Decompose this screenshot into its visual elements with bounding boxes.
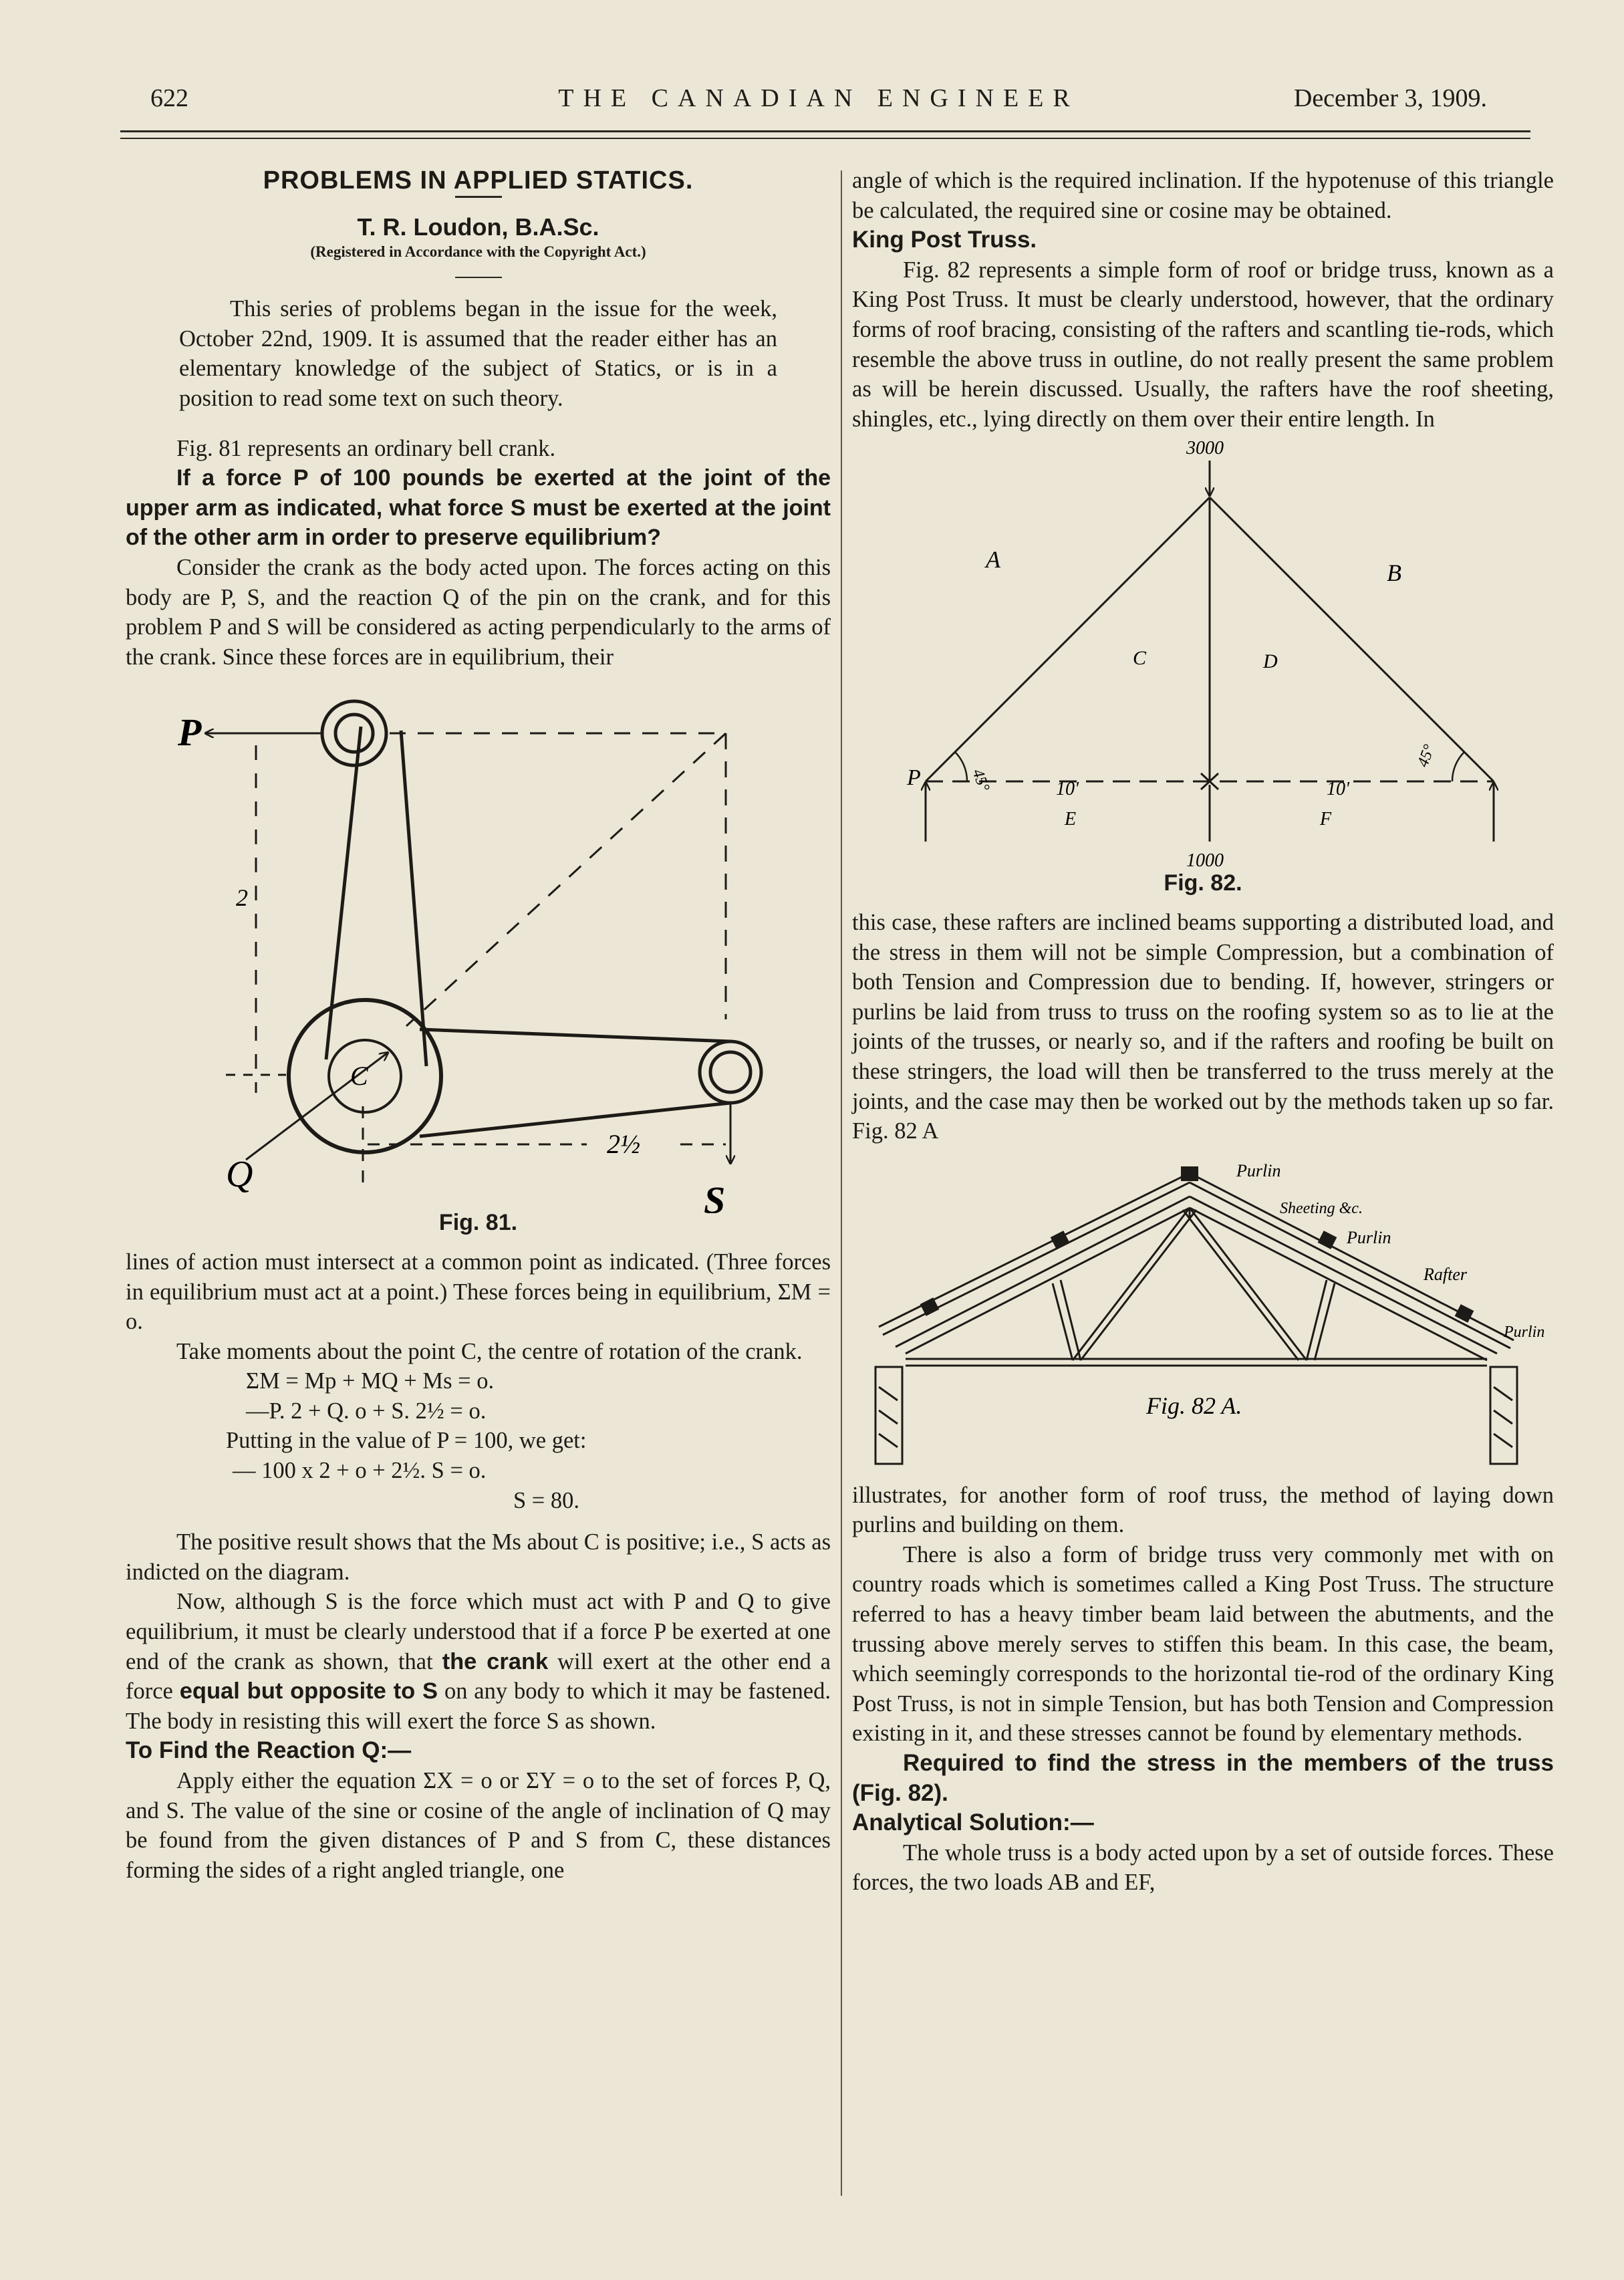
label-P: P [907,765,921,791]
load-bottom-label: 1000 [1186,850,1224,872]
rafters [896,1196,1497,1360]
problem-statement: If a force P of 100 pounds be exerted at the joint of the upper arm as indicated, what force S must be exerted at the joint of the other arm in order to preserve equilibrium? [126,465,831,551]
equation: — 100 x 2 + o + 2½. S = o. [233,1458,487,1484]
paragraph: The whole truss is a body acted upon by a set of outside forces. These forces, the two loads AB and EF, [852,1840,1554,1896]
figure-82-caption: Fig. 82. [1164,870,1242,896]
paragraph: illustrates, for another form of roof truss, the method of laying down purlins and building on them. [852,1482,1554,1538]
label-purlin-top: Purlin [1236,1160,1281,1180]
label-E: E [1065,809,1077,830]
title-rule [455,196,502,198]
right-column [852,166,1554,1898]
paragraph: The positive result shows that the Ms about C is positive; i.e., S acts as indicted on the diagram. [126,1529,831,1585]
running-head [150,84,1487,124]
author-rule [455,277,502,278]
label-Q: Q [226,1154,253,1196]
paragraph: angle of which is the required inclination. If the hypotenuse of this triangle be calculated, the required sine or cosine may be obtained. [852,168,1554,223]
equation: S = 80. [513,1487,580,1513]
copyright-notice: (Registered in Accordance with the Copyright Act.) [310,243,646,261]
angle-right-label: 45° [1414,742,1439,770]
moment-equations [126,1366,831,1515]
figure-81-bell-crank [126,672,831,1213]
label-F: F [1320,809,1332,830]
crank-upper-arm [322,701,426,1066]
paragraph: Now, although S is the force which must act with P and Q to give equilibrium, it must be clearly understood that if a force P be exerted at one end of the crank as shown, that the crank will exert at the other end a force equal but opposite to S on any body to which it may be fastened. The body in resisting this will exert the force S as shown. [126,1589,831,1734]
paragraph: lines of action must intersect at a common point as indicated. (Three forces in equilibrium must act at a point.) These forces being in equilibrium, ΣM = o. [126,1249,831,1335]
article-author: T. R. Loudon, B.A.Sc. [357,213,599,241]
label-C: C [1133,647,1147,670]
equation: ΣM = Mp + MQ + Ms = o. [246,1368,495,1394]
web-members [906,1208,1487,1366]
crank-lower-arm [420,1029,761,1136]
dim-vertical-label: 2 [236,884,248,912]
issue-date: December 3, 1909. [1293,84,1487,112]
span-right-label: 10' [1327,779,1349,800]
paragraph: Consider the crank as the body acted upon. The forces acting on this body are P, S, and the reaction Q of the pin on the crank, and for this problem P and S will be considered as acting perpendicularly to the arms of the crank. Since these forces are in equilibrium, their [126,554,831,670]
paragraph: Fig. 81 represents an ordinary bell crank. [176,435,556,461]
equation: Putting in the value of P = 100, we get: [226,1428,587,1454]
figure-82-king-post-truss [852,434,1554,875]
left-column [126,166,831,1885]
paragraph: There is also a form of bridge truss very commonly met with on country roads which is sometimes called a King Post Truss. The structure referred to has a heavy timber beam laid between the abutments, and the trussing above merely serves to stiffen this beam. In this case, the beam, which seemingly corresponds to the horizontal tie-rod of the ordinary King Post Truss, is not in simple Tension, but has both Tension and Compression existing in it, and these stresses cannot be found by elementary methods. [852,1541,1554,1747]
label-purlin-low: Purlin [1504,1323,1545,1341]
journal-title: THE CANADIAN ENGINEER [558,84,1079,112]
dim-horizontal-label: 2½ [607,1129,640,1160]
label-B: B [1387,559,1401,587]
label-S: S [704,1178,726,1214]
load-top-label: 3000 [1186,438,1224,459]
angle-left-label: 45° [968,767,993,794]
label-A: A [986,546,1000,574]
figure-81-caption: Fig. 81. [438,1210,518,1236]
section-heading: Analytical Solution:— [852,1809,1094,1836]
paragraph: Take moments about the point C, the centre of rotation of the crank. [176,1338,803,1364]
label-P: P [178,711,202,755]
article-title: PROBLEMS IN APPLIED STATICS. [263,166,694,195]
label-C: C [350,1061,368,1092]
page-number: 622 [150,84,188,112]
section-heading: Required to find the stress in the members of the truss (Fig. 82). [852,1750,1554,1806]
truss-members [926,497,1494,781]
header-rule [120,130,1530,132]
intro-paragraph: This series of problems began in the issue for the week, October 22nd, 1909. It is assumed that the reader either has an elementary knowledge of the subject of Statics, or is in a position to read some text on such theory. [179,296,777,411]
section-heading: To Find the Reaction Q:— [126,1737,412,1764]
label-purlin-mid: Purlin [1347,1227,1391,1247]
equation: —P. 2 + Q. o + S. 2½ = o. [246,1398,487,1424]
label-sheeting: Sheeting &c. [1280,1199,1363,1217]
paragraph: Fig. 82 represents a simple form of roof or bridge truss, known as a King Post Truss. It must be clearly understood, however, that the ordinary forms of roof bracing, consisting of the rafters and scantling tie-rods, which resemble the above truss in outline, do not really present the same problem as will be herein discussed. Usually, the rafters have the roof sheeting, shingles, etc., lying directly on them over their entire length. In [852,257,1554,432]
span-left-label: 10' [1056,779,1079,800]
label-rafter: Rafter [1424,1264,1467,1284]
header-rule-secondary [120,138,1530,139]
column-divider [841,170,842,2196]
paragraph: Apply either the equation ΣX = o or ΣY = o to the set of forces P, Q, and S. The value of the sine or cosine of the angle of inclination of Q may be found from the given distances of P and S from C, these distances forming the sides of a right angled triangle, one [126,1768,831,1883]
figure-82a-caption: Fig. 82 A. [1146,1392,1242,1419]
label-D: D [1263,650,1278,673]
figure-82a-roof-truss [852,1146,1554,1481]
section-heading: King Post Truss. [852,227,1037,253]
paragraph: this case, these rafters are inclined beams supporting a distributed load, and the stress in them will not be simple Compression, but a combination of both Tension and Compression due to bending. If, however, stringers or purlins be laid from truss to truss on the roofing system so as to lie at the joints of the trusses, or nearly so, and if the rafters and roofing be built on these stringers, the load will then be transferred to the truss merely at the joints, and the case may then be worked out by the methods taken up so far. Fig. 82 A [852,909,1554,1144]
